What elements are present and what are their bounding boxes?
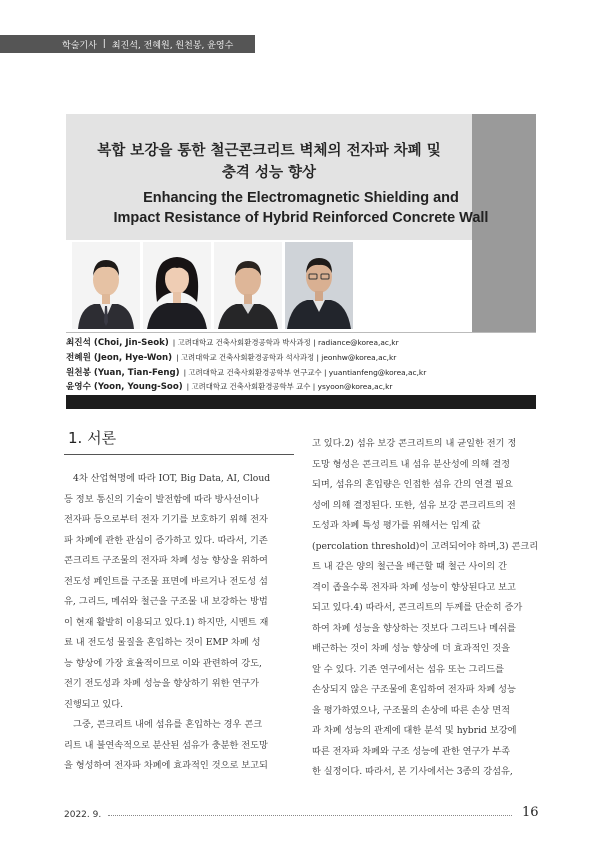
body-line: 과 차폐 성능의 관계에 대한 분석 및 hybrid 보강에: [312, 725, 517, 736]
body-line: 진행되고 있다.: [64, 698, 124, 710]
body-line: 을 평가하였으나, 구조물의 손상에 따른 손상 면적: [312, 704, 510, 716]
body-line: 료 내 전도성 물질을 혼입하는 것이 EMP 차폐 성: [64, 637, 261, 648]
body-line: 등 정보 통신의 기술이 발전함에 따라 방사선이나: [64, 493, 260, 505]
author-photo-2: [143, 242, 211, 329]
author-name: 윤영수 (Yoon, Young-Soo): [66, 382, 183, 393]
body-line: 도망 형성은 콘크리트 내 섬유 분산성에 의해 결정: [312, 458, 510, 470]
korean-title-line-1: 복합 보강을 통한 철근콘크리트 벽체의 전자파 차폐 및: [97, 143, 441, 159]
right-column: [312, 434, 540, 783]
header-bar: [0, 35, 255, 53]
body-line: 유, 그리드, 메쉬와 철근을 구조물 내 보강하는 방법: [64, 596, 268, 607]
header-separator: |: [102, 39, 106, 49]
author-name: 최진석 (Choi, Jin-Seok): [66, 338, 169, 348]
body-line: 되고 있다.4) 따라서, 콘크리트의 두께를 단순히 증가: [312, 602, 523, 613]
body-line: (percolation threshold)이 고려되어야 하며,3) 콘크리: [312, 540, 539, 552]
english-title: [66, 188, 536, 228]
author-affiliation: | 고려대학교 건축사회환경공학부 교수 | ysyoon@korea,ac,kr: [186, 382, 393, 392]
photo-divider: [66, 332, 536, 333]
author-photos: [66, 240, 536, 332]
body-line: 전도성 페인트를 구조물 표면에 바르거나 전도성 섬: [64, 575, 268, 587]
body-line: 도성과 차폐 특성 평가를 위해서는 임계 값: [312, 520, 481, 531]
body-line: 능 향상에 가장 효율적이므로 이와 관련하여 강도,: [64, 657, 262, 669]
korean-title: [66, 140, 472, 184]
body-line: 따른 전자파 차폐와 구조 성능에 관한 연구가 부족: [312, 745, 510, 757]
body-line: 되며, 섬유의 혼입량은 인접한 섬유 간의 연결 필요: [312, 479, 513, 490]
body-line: 그중, 콘크리트 내에 섬유를 혼입하는 경우 콘크: [73, 719, 263, 730]
footer-rule: [108, 815, 512, 816]
body-line: 한 실정이다. 따라서, 본 기사에서는 3종의 강섬유,: [312, 766, 513, 777]
section-title: 1. 서론: [68, 429, 117, 447]
body-line: 파 차폐에 관한 관심이 증가하고 있다. 따라서, 기존: [64, 534, 268, 546]
body-line: 리트 내 불연속적으로 분산된 섬유가 충분한 전도망: [64, 739, 268, 751]
author-affiliation: | 고려대학교 건축사회환경공학과 석사과정 | jeonhw@korea,ac,kr: [176, 352, 397, 362]
body-line: 격이 좁을수록 전자파 차폐 성능이 향상된다고 보고: [312, 581, 516, 593]
author-photo-1: [72, 242, 140, 329]
english-title-line-2: Impact Resistance of Hybrid Reinforced Concrete Wall: [113, 210, 489, 226]
author-row: [66, 351, 536, 366]
body-line: 알 수 있다. 기존 연구에서는 섬유 또는 그리드를: [312, 663, 504, 675]
body-line: 성에 의해 결정된다. 또한, 섬유 보강 콘크리트의 전: [312, 499, 516, 511]
author-affiliation: | 고려대학교 건축사회환경공학과 박사과정 | radiance@korea,ac,kr: [172, 338, 399, 347]
body-line: 을 형성하여 전자파 차폐에 효과적인 것으로 보고되: [64, 760, 268, 771]
page-number: 16: [522, 805, 539, 820]
author-row: [66, 366, 536, 381]
section-rule: [64, 454, 294, 455]
author-name: 원천봉 (Yuan, Tian-Feng): [66, 367, 180, 378]
author-affiliation: | 고려대학교 건축사회환경공학부 연구교수 | yuantianfeng@korea,ac,kr: [183, 367, 427, 377]
body-line: 하여 차폐 성능을 향상하는 것보다 그리드나 메쉬를: [312, 622, 516, 634]
author-list: [66, 336, 536, 395]
body-line: 전기 전도성과 차폐 성능을 향상하기 위한 연구가: [64, 678, 260, 689]
body-line: 이 현재 활발히 이용되고 있다.1) 하지만, 시멘트 재: [64, 616, 269, 628]
body-line: 고 있다.2) 섬유 보강 콘크리트의 내 균일한 전기 정: [312, 438, 517, 449]
left-column: [64, 469, 292, 777]
body-line: 배근하는 것이 차폐 성능 향상에 더 효과적인 것을: [312, 643, 510, 654]
body-line: 트 내 같은 양의 철근을 배근할 때 철근 사이의 간: [312, 561, 507, 572]
korean-title-line-2: 충격 성능 향상: [221, 165, 317, 181]
body-line: 손상되지 않은 구조물에 혼입하여 전자파 차폐 성능: [312, 684, 516, 695]
photo-side-panel: [472, 240, 536, 332]
english-title-line-1: Enhancing the Electromagnetic Shielding and: [143, 190, 459, 206]
header-category: 학술기사: [62, 40, 97, 51]
author-photo-3: [214, 242, 282, 329]
author-row: [66, 380, 536, 395]
author-name: 전혜원 (Jeon, Hye-Won): [66, 352, 173, 363]
body-line: 4차 산업혁명에 따라 IOT, Big Data, AI, Cloud: [73, 473, 271, 484]
body-line: 전자파 등으로부터 전자 기기를 보호하기 위해 전자: [64, 514, 268, 525]
author-photo-4: [285, 242, 353, 329]
body-line: 콘크리트 구조물의 전자파 차폐 성능 향상을 위하여: [64, 555, 268, 566]
header-authors: 최진석, 전혜원, 원천봉, 윤영수: [111, 40, 234, 51]
dark-divider-band: [66, 395, 536, 409]
footer-date: 2022. 9.: [64, 810, 102, 820]
author-row: [66, 336, 536, 351]
